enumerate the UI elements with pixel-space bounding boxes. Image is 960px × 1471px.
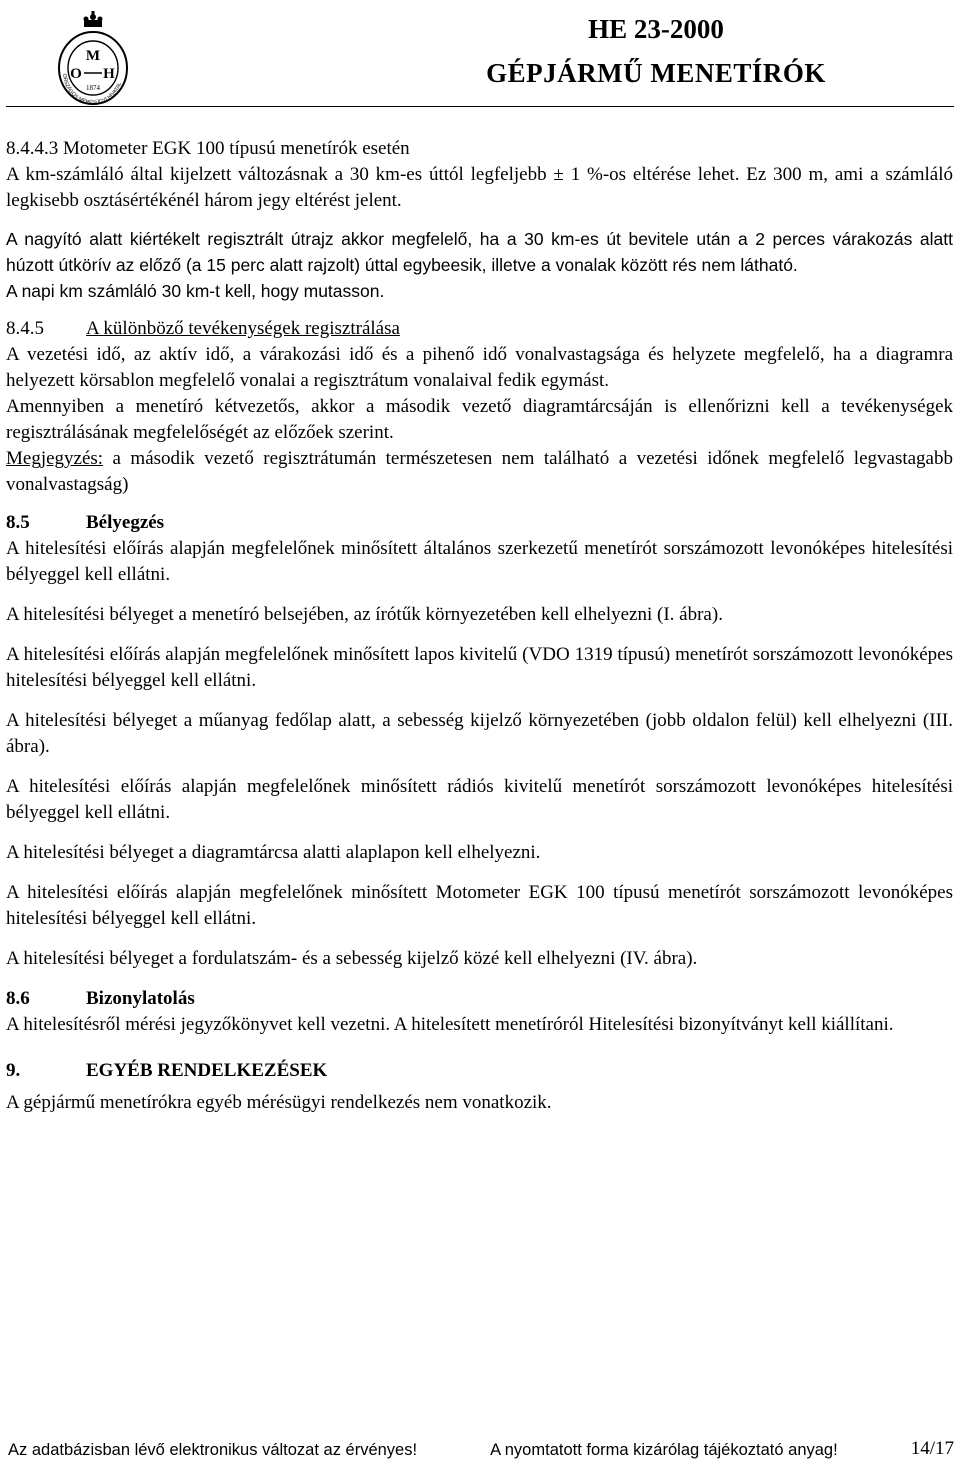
footer-middle: A nyomtatott forma kizárólag tájékoztató anyag! bbox=[490, 1441, 838, 1459]
heading-9 bbox=[6, 1058, 953, 1084]
note bbox=[6, 446, 953, 498]
section-title: EGYÉB RENDELKEZÉSEK bbox=[86, 1060, 328, 1081]
header-rule bbox=[6, 106, 954, 107]
paragraph: A nagyító alatt kiértékelt regisztrált útrajz akkor megfelelő, ha a 30 km-es út bevitele után a 2 perces várakozás alatt húzott útkörív az előző (a 15 perc alatt rajzolt) úttal egybeesik, illetve a vonalak között rés nem látható. bbox=[6, 229, 953, 275]
logo-text: ORSZÁGOS MÉRÉSÜGYI HIVATAL bbox=[61, 73, 124, 106]
section-number: 8.4.5 bbox=[6, 318, 44, 339]
section-number: 9. bbox=[6, 1060, 21, 1081]
document-body bbox=[6, 136, 953, 1116]
svg-text:O: O bbox=[70, 66, 82, 82]
page-footer bbox=[8, 1438, 954, 1460]
omh-logo bbox=[54, 10, 132, 106]
section-number: 8.6 bbox=[6, 988, 30, 1009]
heading-845 bbox=[6, 316, 953, 342]
section-title: Bizonylatolás bbox=[86, 988, 195, 1009]
svg-text:M: M bbox=[85, 48, 101, 64]
page-number: 14/17 bbox=[910, 1438, 954, 1459]
paragraph: A hitelesítési bélyeget a menetíró belsejében, az írótűk környezetében kell elhelyezni (I. ábra). bbox=[6, 604, 723, 625]
paragraph: A hitelesítési bélyeget a diagramtárcsa alatti alaplapon kell elhelyezni. bbox=[6, 842, 541, 863]
paragraph: A hitelesítési bélyeget a fordulatszám- és a sebesség kijelző közé kell elhelyezni (IV. ábra). bbox=[6, 948, 698, 969]
crown-icon bbox=[84, 11, 103, 27]
note-text: a második vezető regisztrátumán természetesen nem található a vezetési időnek megfelelő legvastagabb vonalvastagság) bbox=[6, 448, 953, 495]
svg-text:H: H bbox=[103, 66, 115, 82]
standard-number: HE 23-2000 bbox=[588, 14, 724, 44]
heading-86 bbox=[6, 986, 953, 1012]
logo-year: 1874 bbox=[86, 84, 100, 92]
paragraph: Amennyiben a menetíró kétvezetős, akkor a második vezető diagramtárcsáján is ellenőrizni kell a tevékenységek regisztrálásának megfelelőségét az előzőek szerint. bbox=[6, 396, 953, 443]
paragraph: A hitelesítési előírás alapján megfelelőnek minősített általános szerkezetű menetírót sorszámozott levonóképes hitelesítési bélyeggel kell ellátni. bbox=[6, 538, 953, 585]
document-title: GÉPJÁRMŰ MENETÍRÓK bbox=[486, 58, 826, 88]
paragraph: A hitelesítésről mérési jegyzőkönyvet kell vezetni. A hitelesített menetíróról Hitelesítési bizonyítványt kell kiállítani. bbox=[6, 1014, 894, 1035]
note-label: Megjegyzés: bbox=[6, 448, 104, 469]
paragraph: A gépjármű menetírókra egyéb mérésügyi rendelkezés nem vonatkozik. bbox=[6, 1092, 552, 1113]
section-title: Bélyegzés bbox=[86, 512, 165, 533]
heading-85 bbox=[6, 510, 953, 536]
paragraph: A vezetési idő, az aktív idő, a várakozási idő és a pihenő idő vonalvastagsága és helyzete megfelelő, ha a diagramra helyezett körsablon megfelelő vonalai a regisztrátum vonalaival fedik egymást. bbox=[6, 344, 953, 391]
paragraph: A hitelesítési előírás alapján megfelelőnek minősített rádiós kivitelű menetírót sorszámozott levonóképes hitelesítési bélyeggel kell ellátni. bbox=[6, 776, 953, 823]
section-number: 8.5 bbox=[6, 512, 30, 533]
section-title: A különböző tevékenységek regisztrálása bbox=[86, 318, 400, 339]
paragraph: A napi km számláló 30 km-t kell, hogy mutasson. bbox=[6, 281, 385, 301]
paragraph: A hitelesítési előírás alapján megfelelőnek minősített lapos kivitelű (VDO 1319 típusú) menetírót sorszámozott levonóképes hitelesítési bélyeggel kell ellátni. bbox=[6, 644, 953, 691]
footer-left: Az adatbázisban lévő elektronikus változat az érvényes! bbox=[8, 1441, 418, 1459]
paragraph: A hitelesítési bélyeget a műanyag fedőlap alatt, a sebesség kijelző környezetében (jobb oldalon felül) kell elhelyezni (III. ábra). bbox=[6, 710, 953, 757]
paragraph: A hitelesítési előírás alapján megfelelőnek minősített Motometer EGK 100 típusú menetírót sorszámozott levonóképes hitelesítési bélyeggel kell ellátni. bbox=[6, 882, 953, 929]
paragraph: A km-számláló által kijelzett változásnak a 30 km-es úttól legfeljebb ± 1 %-os eltérése lehet. Ez 300 m, ami a számláló legkisebb osztásértékénél három jegy eltérést jelent. bbox=[6, 164, 953, 211]
heading-8443: 8.4.4.3 Motometer EGK 100 típusú menetírók esetén bbox=[6, 138, 410, 159]
